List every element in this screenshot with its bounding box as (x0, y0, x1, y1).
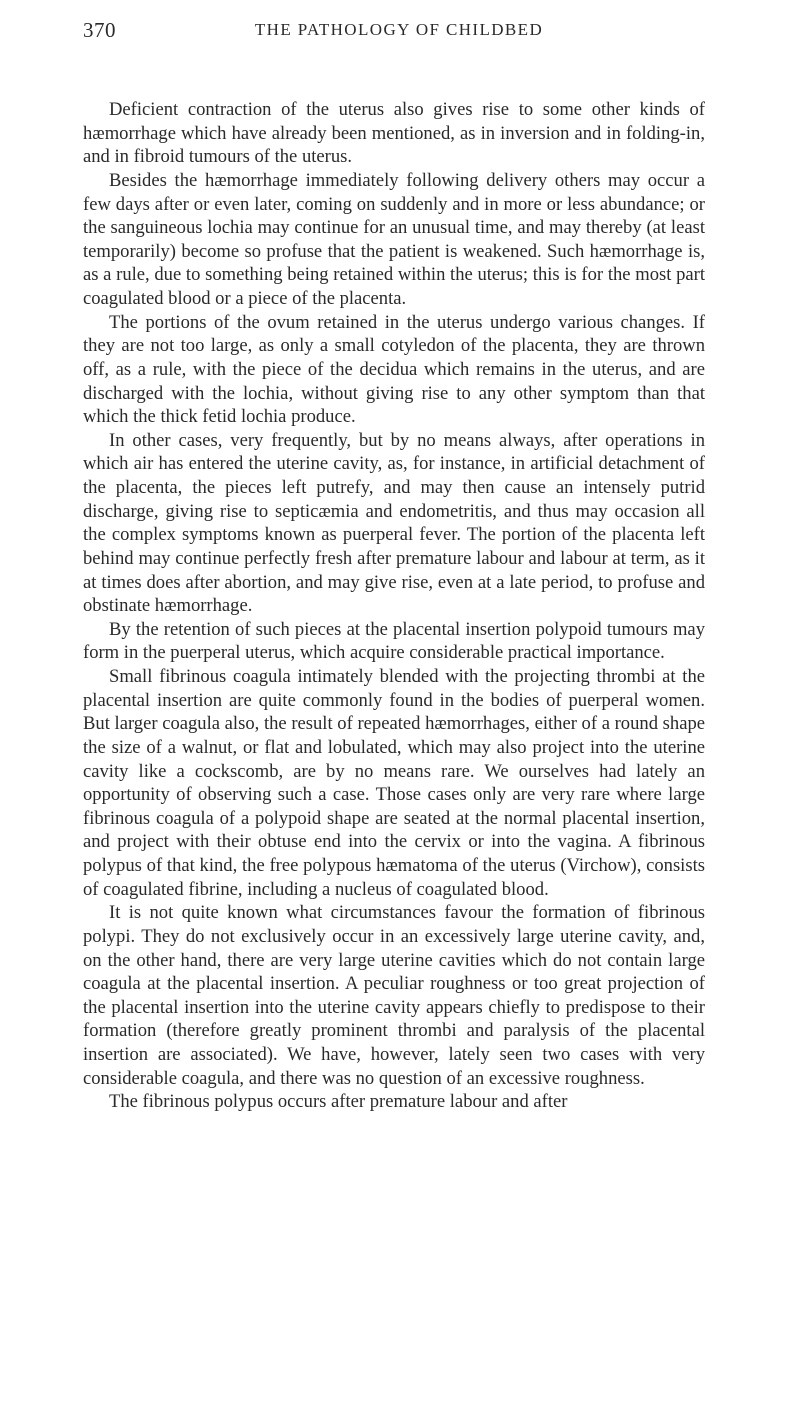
paragraph: In other cases, very frequently, but by no means always, after operations in which air has entered the uterine cavity, as, for instance, in artificial detachment of the placenta, the pieces left putrefy, and may then cause an intensely putrid discharge, giving rise to septicæmia and endometritis, and thus may occasion all the complex symptoms known as puerperal fever. The portion of the placenta left behind may continue perfectly fresh after premature labour and labour at term, as it at times does after abortion, and may give rise, even at a late period, to profuse and obstinate hæmorrhage. (83, 429, 705, 617)
paragraph: The fibrinous polypus occurs after premature labour and after (109, 1091, 568, 1113)
paragraph: The portions of the ovum retained in the uterus undergo various changes. If they are not too large, as only a small cotyledon of the placenta, they are thrown off, as a rule, with the piece of the decidua which remains in the uterus, and are discharged with the lochia, without giving rise to any other symptom than that which the thick fetid lochia produce. (83, 311, 705, 428)
body-text (83, 98, 705, 1114)
paragraph: Small fibrinous coagula intimately blended with the projecting thrombi at the placental insertion are quite commonly found in the bodies of puerperal women. But larger coagula also, the result of repeated hæmorrhages, either of a round shape the size of a walnut, or flat and lobulated, which may also project into the uterine cavity like a cockscomb, are by no means rare. We ourselves had lately an opportunity of observing such a case. Those cases only are very rare where large fibrinous coagula of a polypoid shape are seated at the normal placental insertion, and project with their obtuse end into the cervix or into the vagina. A fibrinous polypus of that kind, the free polypous hæmatoma of the uterus (Virchow), consists of coagulated fibrine, including a nucleus of coagulated blood. (83, 666, 705, 900)
page-number: 370 (83, 18, 116, 42)
paragraph: It is not quite known what circumstances favour the formation of fibrinous polypi. They do not exclusively occur in an excessively large uterine cavity, and, on the other hand, there are very large uterine cavities which do not contain large coagula at the placental insertion. A peculiar roughness or too great projection of the placental insertion into the uterine cavity appears chiefly to predispose to their formation (therefore greatly prominent thrombi and paralysis of the placental insertion are associated). We have, however, lately seen two cases with very considerable coagula, and there was no question of an excessive roughness. (83, 902, 705, 1089)
page-header (83, 18, 705, 52)
paragraph: By the retention of such pieces at the placental insertion polypoid tumours may form in the puerperal uterus, which acquire considerable practical importance. (83, 618, 705, 664)
running-head: THE PATHOLOGY OF CHILDBED (254, 20, 544, 39)
paragraph: Deficient contraction of the uterus also gives rise to some other kinds of hæmorrhage which have already been mentioned, as in inversion and in folding-in, and in fibroid tumours of the uterus. (83, 99, 705, 168)
paragraph: Besides the hæmorrhage immediately following delivery others may occur a few days after or even later, coming on suddenly and in more or less abundance; or the sanguineous lochia may continue for an unusual time, and may thereby (at least temporarily) become so profuse that the patient is weakened. Such hæmorrhage is, as a rule, due to something being retained within the uterus; this is for the most part coagulated blood or a piece of the placenta. (83, 169, 705, 309)
